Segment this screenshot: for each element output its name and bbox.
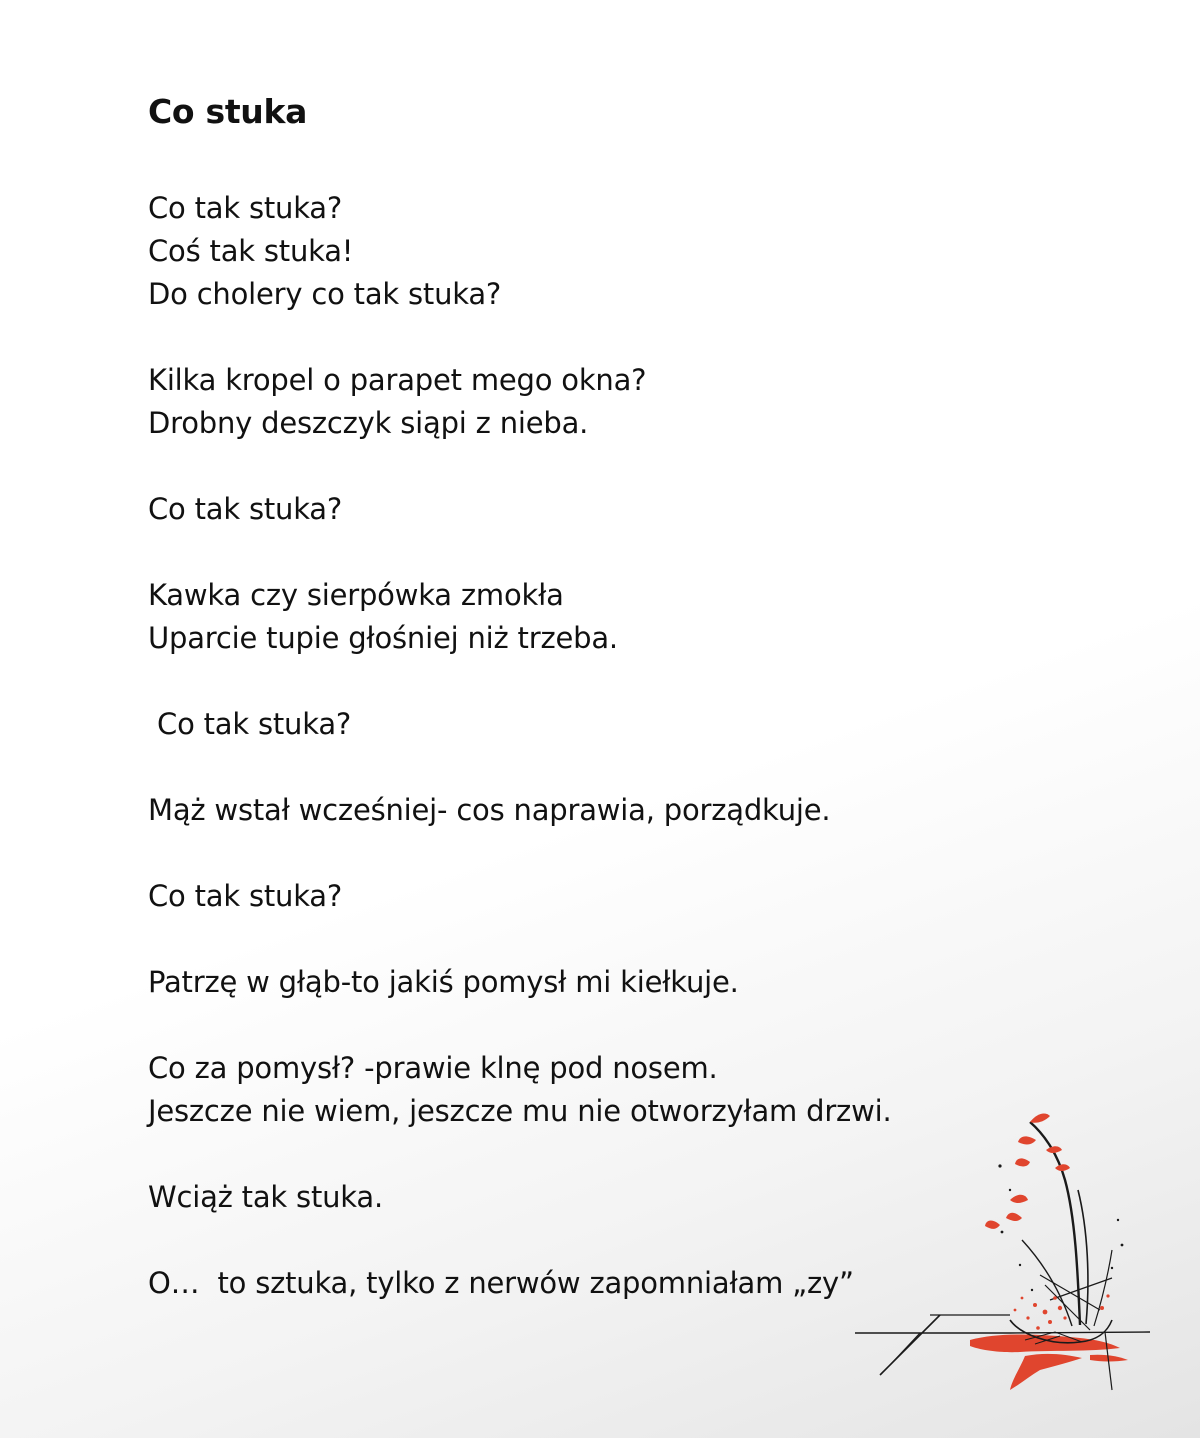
poem-line: Co tak stuka? [148, 492, 343, 526]
poem-line: Drobny deszczyk siąpi z nieba. [148, 406, 589, 440]
poem-line: Mąż wstał wcześniej- cos naprawia, porządkuje. [148, 793, 831, 827]
poem-line: Co za pomysł? -prawie klnę pod nosem. [148, 1051, 718, 1085]
poem-line: Co tak stuka? [148, 191, 343, 225]
poem-line: O… to sztuka, tylko z nerwów zapomniałam „zy” [148, 1266, 854, 1300]
poem-line: Patrzę w głąb-to jakiś pomysł mi kiełkuje. [148, 965, 739, 999]
poem-line: Co tak stuka? [148, 879, 343, 913]
poem-line: Do cholery co tak stuka? [148, 277, 502, 311]
poem-line: Coś tak stuka! [148, 234, 354, 268]
poem-line: Co tak stuka? [148, 707, 352, 741]
poem-line: Kilka kropel o parapet mego okna? [148, 363, 647, 397]
poem-line: Kawka czy sierpówka zmokła [148, 578, 564, 612]
poem-title: Co stuka [148, 92, 308, 131]
poem-line: Jeszcze nie wiem, jeszcze mu nie otworzyłam drzwi. [148, 1094, 892, 1128]
poem-line: Uparcie tupie głośniej niż trzeba. [148, 621, 618, 655]
ink-branch-with-red-leaves-icon [850, 1100, 1160, 1400]
poem-line: Wciąż tak stuka. [148, 1180, 383, 1214]
